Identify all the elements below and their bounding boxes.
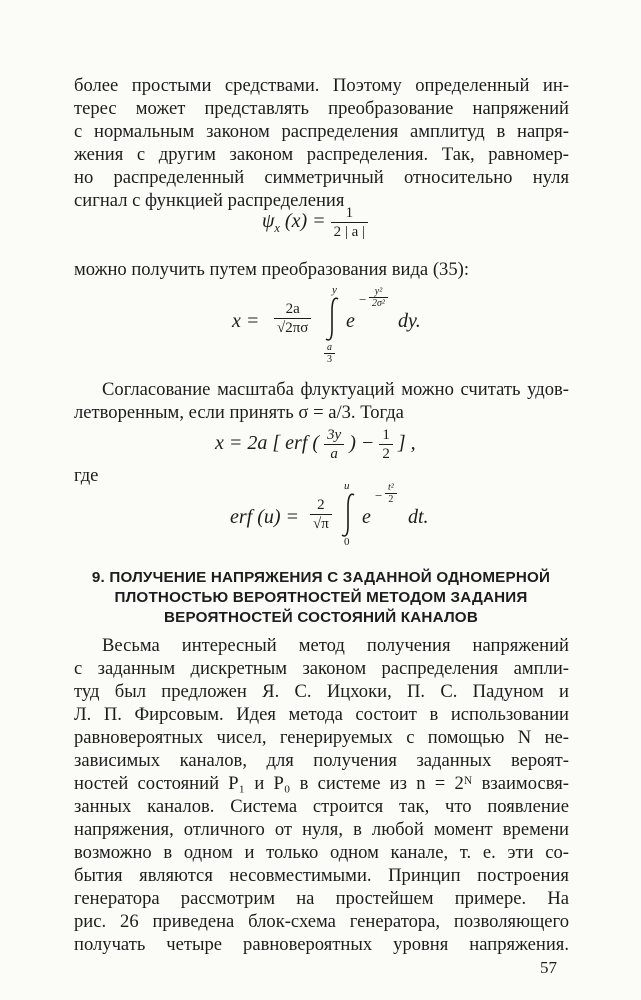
formula-erf-definition xyxy=(230,482,430,548)
text-line: сигнал с функцией распределения xyxy=(74,190,345,211)
integral-sign-icon xyxy=(324,296,342,342)
formula-text: x = xyxy=(232,310,260,332)
exponent-fraction xyxy=(385,482,397,505)
formula-subscript: x xyxy=(274,221,280,236)
text-line: рис. 26 приведена блок-схема генератора, позволяющего xyxy=(74,911,569,932)
fraction xyxy=(331,204,368,241)
page-number: 57 xyxy=(540,958,557,977)
text-line: напряжения, отличного от нуля, в любой момент времени xyxy=(74,819,569,840)
lower-limit-numerator: a xyxy=(327,342,332,353)
fraction xyxy=(274,300,311,337)
formula-text: dt. xyxy=(408,506,429,528)
exp-base: e xyxy=(346,310,355,332)
section-heading: ПЛОТНОСТЬЮ ВЕРОЯТНОСТЕЙ МЕТОДОМ ЗАДАНИЯ xyxy=(114,589,528,606)
fraction-denominator: a xyxy=(324,444,344,463)
text-line: можно получить путем преобразования вида (35): xyxy=(74,259,469,280)
text-line: Л. П. Фирсовым. Идея метода состоит в использовании xyxy=(74,704,569,725)
fraction-denominator: 2 xyxy=(379,444,393,463)
exponent-numerator: y² xyxy=(374,286,383,297)
text-line: возможно в одном и только одном канале, т. е. эти со- xyxy=(74,842,569,863)
fraction-denominator: 2 | a | xyxy=(331,222,368,241)
integral-lower-limit xyxy=(324,342,335,365)
fraction-denominator: √2πσ xyxy=(274,318,311,337)
exp-minus: − xyxy=(359,292,367,307)
text-line: более простыми средствами. Поэтому определенный ин- xyxy=(74,75,569,96)
section-heading: ВЕРОЯТНОСТЕЙ СОСТОЯНИЙ КАНАЛОВ xyxy=(164,609,478,626)
integral-upper-limit: u xyxy=(344,480,350,492)
fraction-numerator: 2 xyxy=(317,497,325,513)
fraction-denominator: √π xyxy=(310,514,332,533)
formula-text: (x) = xyxy=(284,210,326,233)
text-line: терес может представлять преобразование напряжений xyxy=(74,98,569,119)
text-line: получать четыре равновероятных уровня напряжения. xyxy=(74,934,569,955)
fraction xyxy=(324,426,344,463)
text-line: зависимых каналов, для получения заданных вероят- xyxy=(74,750,569,771)
formula-transform xyxy=(232,284,432,365)
formula-text: ) − xyxy=(349,432,375,455)
fraction xyxy=(379,426,393,463)
text-line: с нормальным законом распределения амплитуд в напря- xyxy=(74,121,569,142)
text-line: но распределенный симметричный относительно нуля xyxy=(74,167,569,188)
formula-symbol: ψ xyxy=(262,210,275,233)
exponent-denominator: 2 xyxy=(385,493,397,505)
fraction-numerator: 1 xyxy=(382,427,390,443)
text-line: генератора рассмотрим на простейшем примере. На xyxy=(74,888,569,909)
fraction xyxy=(310,496,332,533)
exponent-numerator: t² xyxy=(388,482,394,493)
exponent-denominator: 2σ² xyxy=(369,297,388,309)
text-line: бытия являются несовместимыми. Принцип построения xyxy=(74,865,569,886)
text-line: ностей состояний P₁ и P₀ в системе из n = 2ᴺ взаимосвя- xyxy=(74,773,569,794)
text-line: Согласование масштаба флуктуаций можно считать удов- xyxy=(102,379,569,400)
formula-distribution xyxy=(262,204,368,241)
lower-limit-denominator: 3 xyxy=(324,353,335,365)
text-line: равновероятных чисел, генерируемых с помощью N не- xyxy=(74,727,569,748)
integral-lower-limit: 0 xyxy=(344,536,350,548)
formula-text: ] , xyxy=(397,432,416,455)
exponent-fraction xyxy=(369,286,388,309)
text-line: с заданным дискретным законом распределения ампли- xyxy=(74,658,569,679)
integral-upper-limit: y xyxy=(332,284,337,296)
text-line: Весьма интересный метод получения напряжений xyxy=(102,635,569,656)
exp-base: e xyxy=(362,506,371,528)
text-line: туд был предложен Я. С. Ицхоки, П. С. Падуном и xyxy=(74,681,569,702)
text-line: жения с другим законом распределения. Так, равномер- xyxy=(74,144,569,165)
formula-text: erf (u) = xyxy=(230,506,300,528)
fraction-numerator: 1 xyxy=(345,205,354,221)
formula-text: x = 2a [ erf ( xyxy=(215,432,320,455)
text-line: занных каналов. Система строится так, что появление xyxy=(74,796,569,817)
exp-minus: − xyxy=(375,488,383,503)
formula-erf-transform xyxy=(215,426,416,463)
text-line: где xyxy=(74,465,99,486)
fraction-numerator: 3y xyxy=(327,427,342,443)
fraction-numerator: 2a xyxy=(285,301,300,317)
text-line: летворенным, если принять σ = a/3. Тогда xyxy=(74,402,404,423)
integral-sign-icon xyxy=(340,492,358,538)
section-heading: 9. ПОЛУЧЕНИЕ НАПРЯЖЕНИЯ С ЗАДАННОЙ ОДНОМЕРНОЙ xyxy=(91,569,551,586)
formula-text: dy. xyxy=(398,310,421,332)
